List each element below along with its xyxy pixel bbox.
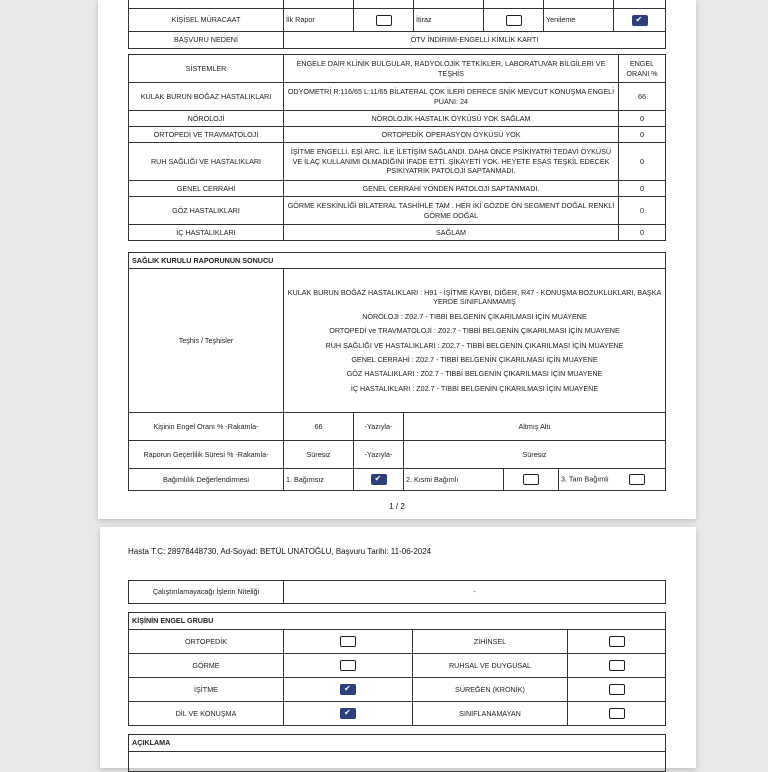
system-findings: GENEL CERRAHİ YÖNDEN PATOLOJİ SAPTANMADI. — [284, 181, 619, 197]
gorme-checkbox[interactable] — [340, 660, 356, 671]
result-title: SAĞLIK KURULU RAPORUNUN SONUCU — [129, 253, 666, 269]
result-table — [128, 252, 666, 491]
system-rate: 0 — [619, 127, 666, 143]
system-name: RUH SAĞLIĞI VE HASTALIKLARI — [129, 143, 284, 181]
diagnosis-line: ORTOPEDİ ve TRAVMATOLOJİ : Z02.7 - TIBBİ BELGENİN ÇIKARILMASI İÇİN MUAYENE — [329, 326, 620, 336]
group-label: RUHSAL VE DUYGUSAL — [413, 654, 568, 678]
diagnosis-line: RUH SAĞLIĞI VE HASTALIKLARI : Z02.7 - TIBBİ BELGENİN ÇIKARILMASI İÇİN MUAYENE — [325, 340, 624, 350]
system-name: KULAK BURUN BOĞAZ HASTALIKLARI — [129, 83, 284, 111]
dependency-label: Bağımlılık Değerlendirmesi — [129, 469, 284, 491]
system-findings: ODYOMETRİ R:116/65 L:11/65 BİLATERAL ÇOK İLERİ DERECE SNİK MEVCUT KONUŞMA ENGELİ PUANI: 24 — [284, 83, 619, 111]
work-table — [128, 580, 666, 604]
reason-value: ÖTV İNDİRİMİ-ENGELLİ KİMLİK KARTI — [284, 32, 666, 49]
system-name: İÇ HASTALIKLARI — [129, 225, 284, 241]
option-itiraz-label: İtiraz — [414, 9, 484, 32]
system-rate: 0 — [619, 143, 666, 181]
systems-header-rate: ENGEL ORANI % — [619, 55, 666, 83]
systems-table — [128, 54, 666, 241]
systems-header-findings: ENGELE DAİR KLİNİK BULGULAR, RADYOLOJİK TETKİKLER, LABORATUVAR BİLGİLERİ VE TEŞHİS — [284, 55, 619, 83]
dependency-option-partial: 2. Kısmi Bağımlı — [404, 469, 504, 491]
explanation-title: AÇIKLAMA — [129, 735, 666, 752]
yenileme-checkbox[interactable] — [632, 15, 648, 26]
full-dependent-checkbox[interactable] — [629, 474, 645, 485]
dependency-option-full-label: 3. Tam Bağımlı — [561, 474, 609, 484]
system-findings: SAĞLAM — [284, 225, 619, 241]
diagnosis-line: GÖZ HASTALIKLARI : Z02.7 - TIBBİ BELGENİN ÇIKARILMASI İÇİN MUAYENE — [346, 369, 603, 379]
diagnosis-line: NÖROLOJİ : Z02.7 - TIBBİ BELGENİN ÇIKARILMASI İÇİN MUAYENE — [362, 311, 587, 321]
system-name: GÖZ HASTALIKLARI — [129, 197, 284, 225]
system-name: GENEL CERRAHİ — [129, 181, 284, 197]
option-yenileme-label: Yenileme — [544, 9, 614, 32]
group-label: İŞİTME — [129, 678, 284, 702]
itiraz-checkbox[interactable] — [506, 15, 522, 26]
system-rate: 0 — [619, 181, 666, 197]
disability-rate-label: Kişinin Engel Oranı % -Rakamla- — [129, 413, 284, 441]
dil-konusma-checkbox[interactable] — [340, 708, 356, 719]
zihinsel-checkbox[interactable] — [609, 636, 625, 647]
diagnosis-line: İÇ HASTALIKLARI : Z02.7 - TIBBİ BELGENİN ÇIKARILMASI İÇİN MUAYENE — [350, 383, 599, 393]
system-findings: NÖROLOJİK HASTALIK ÖYKÜSÜ YOK SAĞLAM — [284, 111, 619, 127]
disability-rate-written: Altmış Altı — [404, 413, 666, 441]
system-name: NÖROLOJİ — [129, 111, 284, 127]
reason-label: BAŞVURU NEDENİ — [129, 32, 284, 49]
disability-rate-value: 66 — [284, 413, 354, 441]
group-label: DİL VE KONUŞMA — [129, 702, 284, 726]
system-findings: GÖRME KESKİNLİĞİ BİLATERAL TASHİHLE TAM . HER İKİ GÖZDE ÖN SEGMENT DOĞAL RENKLİ GÖRME DOĞAL — [284, 197, 619, 225]
independent-checkbox[interactable] — [371, 474, 387, 485]
explanation-table — [128, 734, 666, 772]
validity-value: Süresiz — [284, 441, 354, 469]
patient-line: Hasta T.C: 28978448730, Ad-Soyad: BETÜL UNATOĞLU, Başvuru Tarihi: 11-06-2024 — [128, 547, 432, 556]
diagnosis-line: KULAK BURUN BOĞAZ HASTALIKLARI : H91 - İŞİTME KAYBI, DİĞER, R47 - KONUŞMA BOZUKLUKLARI, BAŞKA YERDE SINIFLANMAMIŞ — [287, 288, 662, 307]
suregen-checkbox[interactable] — [609, 684, 625, 695]
disability-rate-written-label: -Yazıyla- — [354, 413, 404, 441]
group-label: ORTOPEDİK — [129, 630, 284, 654]
ortopedik-checkbox[interactable] — [340, 636, 356, 647]
system-rate: 0 — [619, 111, 666, 127]
systems-header-system: SİSTEMLER — [129, 55, 284, 83]
group-label: ZİHİNSEL — [413, 630, 568, 654]
system-rate: 0 — [619, 225, 666, 241]
isitme-checkbox[interactable] — [340, 684, 356, 695]
option-ilk-rapor-label: İlk Rapor — [284, 9, 354, 32]
work-label: Çalıştırılamayacağı İşlerin Niteliği — [129, 581, 284, 604]
group-label: SÜREĞEN (KRONİK) — [413, 678, 568, 702]
group-label: SINIFLANAMAYAN — [413, 702, 568, 726]
ilk-rapor-checkbox[interactable] — [376, 15, 392, 26]
ruhsal-checkbox[interactable] — [609, 660, 625, 671]
validity-label: Raporun Geçerlilik Süresi % -Rakamla- — [129, 441, 284, 469]
application-table — [128, 0, 666, 49]
group-title: KİŞİNİN ENGEL GRUBU — [129, 613, 666, 630]
application-type-label: KİŞİSEL MÜRACAAT — [129, 9, 284, 32]
diagnosis-list — [284, 269, 666, 413]
siniflanamayan-checkbox[interactable] — [609, 708, 625, 719]
system-rate: 66 — [619, 83, 666, 111]
system-rate: 0 — [619, 197, 666, 225]
system-name: ORTOPEDİ VE TRAVMATOLOJİ — [129, 127, 284, 143]
system-findings: ORTOPEDİK OPERASYON ÖYKÜSÜ YOK — [284, 127, 619, 143]
dependency-option-independent: 1. Bağımsız — [284, 469, 354, 491]
report-page-2 — [100, 527, 696, 768]
partial-dependent-checkbox[interactable] — [523, 474, 539, 485]
validity-written-label: -Yazıyla- — [354, 441, 404, 469]
diagnosis-label: Teşhis / Teşhisler — [129, 269, 284, 413]
system-findings: İŞİTME ENGELLİ. EŞİ ARC. İLE İLETİŞİM SAĞLANDI. DAHA ÖNCE PSİKİYATRİ TEDAVİ ÖYKÜSÜ VE İLAÇ KULLANIMI OLMADIĞINI İFADE ETTİ. ŞİKAYETİ YOK. HEYETE ESAS TEŞKİL EDECEK PSİKİYATRİK PATOLOJİ SAPTANMADI. — [284, 143, 619, 181]
dependency-option-full — [559, 469, 666, 491]
group-label: GÖRME — [129, 654, 284, 678]
validity-written: Süresiz — [404, 441, 666, 469]
disability-group-table — [128, 612, 666, 726]
work-value: - — [284, 581, 666, 604]
page-number: 1 / 2 — [389, 502, 405, 511]
diagnosis-line: GENEL CERRAHİ : Z02.7 - TIBBİ BELGENİN ÇIKARILMASI İÇİN MUAYENE — [351, 354, 598, 364]
report-page-1 — [98, 0, 696, 519]
